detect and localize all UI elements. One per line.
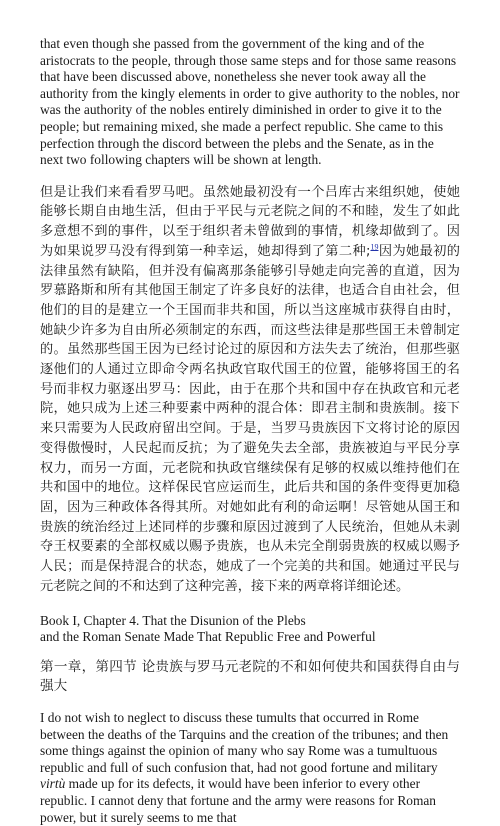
footnote-link[interactable]: 19 xyxy=(370,242,379,252)
chapter-heading-english-line2: and the Roman Senate Made That Republic Free and Powerful xyxy=(40,629,376,645)
english-paragraph-intro: that even though she passed from the government of the king and of the aristocrats to the people, through those same steps and for those same reasons that have been discussed above, nonetheless she never took away all the authority from the kingly elements in order to give authority to the nobles, nor was the authority of the nobles entirely diminished in order to give it to the people; but remaining mixed, she made a perfect republic. She came to this perfection through the discord between the plebs and the Senate, as in the next two following chapters will be shown at length. xyxy=(40,36,460,168)
chapter-heading-chinese: 第一章，第四节 论贵族与罗马元老院的不和如何使共和国获得自由与强大 xyxy=(40,658,460,695)
chapter-heading-english xyxy=(40,613,460,646)
chinese-paragraph-translation xyxy=(40,183,460,597)
chapter-heading-english-line1: Book I, Chapter 4. That the Disunion of the Plebs xyxy=(40,612,306,628)
english-paragraph-chapter-start xyxy=(40,710,460,826)
italic-term-virtu: virtù xyxy=(40,776,66,792)
chinese-paragraph-part-b: 因为她最初的法律虽然有缺陷，但并没有偏离那条能够引导她走向完善的直道，因为罗慕路斯和所有其他国王制定了许多良好的法律，也适合自由社会，但他们的目的是建立一个王国而非共和国，所以当这座城市获得自由时，她缺少许多为自由所必须制定的东西，而这些法律是那些国王未曾制定的。虽然那些国王因为已经讨论过的原因和方法失去了统治，但那些驱逐他们的人通过立即命令两名执政官取代国王的位置，能够将国王的名号而非权力驱逐出罗马：因此，由于在那个共和国中存在执政官和元老院，她只成为上述三种要素中两种的混合体：即君主制和贵族制。接下来只需要为人民政府留出空间。于是，当罗马贵族因下文将讨论的原因变得傲慢时，人民起而反抗；为了避免失去全部，贵族被迫与平民分享权力，而另一方面，元老院和执政官继续保有足够的权威以维持他们在共和国中的地位。这样保民官应运而生，此后共和国的条件变得更加稳固，因为三种政体各得其所。对她如此有利的命运啊！尽管她从国王和贵族的统治经过上述同样的步骤和原因过渡到了人民统治，但她从未剥夺王权要素的全部权威以赐予贵族，也从未完全削弱贵族的权威以赐予人民；而是保持混合的状态，她成了一个完美的共和国。她通过平民与元老院之间的不和达到了这种完善，接下来的两章将详细论述。 xyxy=(40,243,460,594)
english-paragraph-chapter-start-b: made up for its defects, it would have been inferior to every other republic. I cannot deny that fortune and the army were reasons for Roman power, but it surely seems to me that xyxy=(40,776,436,825)
chinese-paragraph-part-a: 但是让我们来看看罗马吧。虽然她最初没有一个吕库古来组织她，使她能够长期自由地生活，但由于平民与元老院之间的不和睦，发生了如此多意想不到的事件，以至于组织者未曾做到的事情，机缘却做到了。因为如果说罗马没有得到第一种幸运，她却得到了第二种; xyxy=(40,184,460,259)
english-paragraph-chapter-start-a: I do not wish to neglect to discuss these tumults that occurred in Rome between the deaths of the Tarquins and the creation of the tribunes; and then some things against the opinion of many who say Rome was a tumultuous republic and full of such confusion that, had not good fortune and military xyxy=(40,710,449,775)
